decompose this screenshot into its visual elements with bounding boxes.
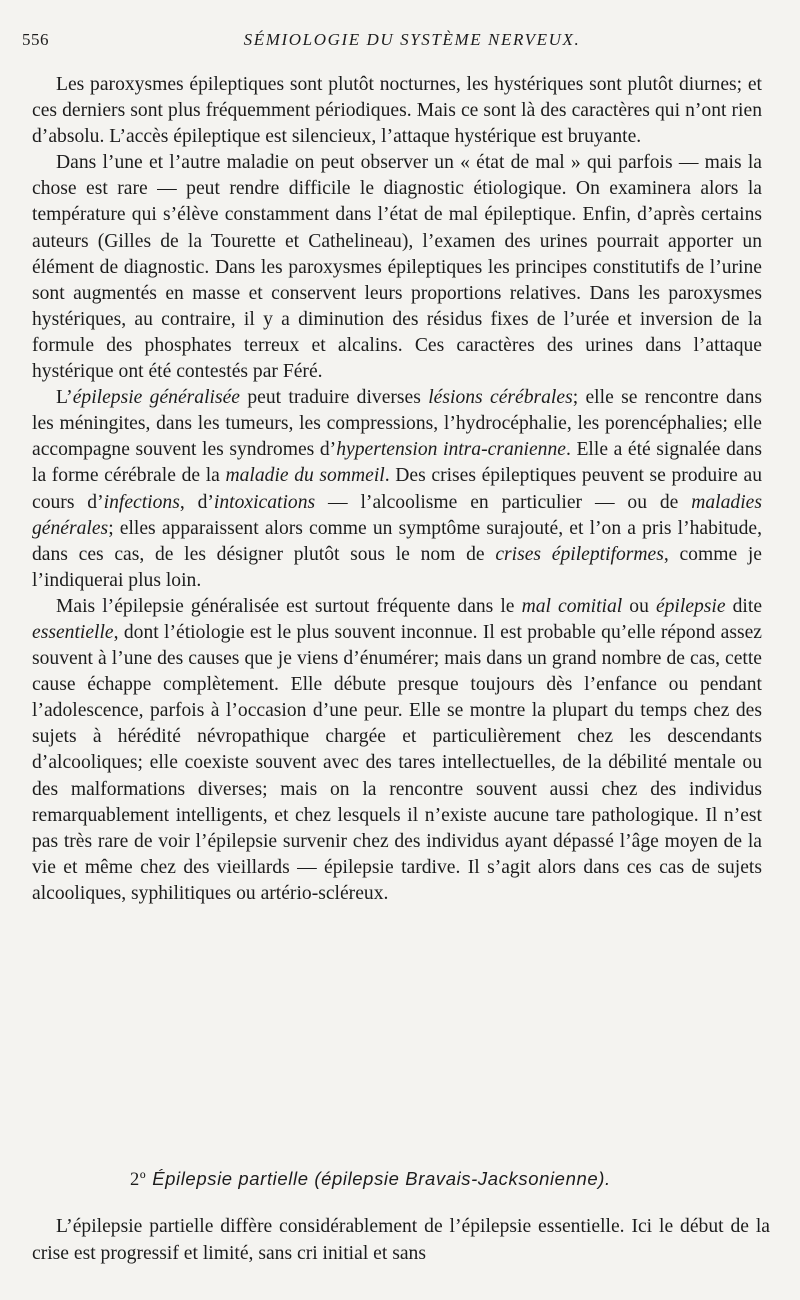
paragraph-etat-de-mal: Dans l’une et l’autre maladie on peut observer un « état de mal » qui parfois — mais la chose est rare — peut rendre difficile le diagnostic étiologique. On examinera alors la température qui s’élève constamment dans l’état de mal épileptique. Enfin, d’après certains auteurs (Gilles de la Tourette et Cathelineau), l’examen des urines pourrait apporter un élément de diagnostic. Dans les paroxysmes épileptiques les principes constitutifs de l’urine sont augmentés en masse et conservent leurs proportions relatives. Dans les paroxysmes hystériques, au contraire, il y a diminution des résidus fixes de l’urée et inversion de la formule des phosphates terreux et alcalins. Ces caractères des urines dans l’attaque hystérique ont été contestés par Féré. — [32, 152, 762, 383]
italic-term: crises épileptiformes — [495, 543, 664, 565]
italic-term: maladie du sommeil — [225, 465, 385, 487]
section-number: 2º — [130, 1170, 147, 1190]
paragraph-mal-comitial — [32, 594, 762, 907]
text-run: dite — [725, 595, 763, 617]
text-run: , d’ — [179, 491, 214, 513]
text-run: — l’alcoolisme en particulier — ou de — [315, 491, 692, 513]
text-run: , comme je l’indiquerai plus loin. — [32, 543, 763, 591]
paragraph-epilepsie-generalisee — [32, 385, 762, 594]
section-title: Épilepsie partielle (épilepsie Bravais-Jacksonienne). — [152, 1168, 611, 1189]
page-number: 556 — [22, 30, 49, 49]
italic-term: épilepsie généralisée — [72, 387, 240, 409]
italic-term: épilepsie — [655, 595, 726, 617]
text-run: . Elle a été signalée dans la forme cérébrale de la — [32, 439, 763, 487]
text-run: peut traduire diverses — [240, 387, 429, 409]
section-text — [32, 1214, 770, 1267]
italic-term: essentielle — [32, 621, 114, 643]
section-heading — [130, 1168, 690, 1191]
running-title: SÉMIOLOGIE DU SYSTÈME NERVEUX. — [243, 30, 581, 49]
page-header — [22, 30, 782, 56]
paragraph-epilepsie-partielle: L’épilepsie partielle diffère considérablement de l’épilepsie essentielle. Ici le début de la crise est progressif et limité, sans cri initial et sans — [32, 1216, 770, 1264]
text-run: L’ — [56, 387, 73, 409]
italic-term: mal comitial — [521, 595, 623, 617]
paragraph-paroxysmes: Les paroxysmes épileptiques sont plutôt nocturnes, les hystériques sont plutôt diurnes; et ces derniers sont plus fréquemment périodiques. Mais ce sont là des caractères qui n’ont rien d’absolu. L’accès épileptique est silencieux, l’attaque hystérique est bruyante. — [32, 74, 762, 148]
italic-term: maladies générales — [32, 491, 762, 539]
main-text — [32, 72, 762, 907]
italic-term: lésions cérébrales — [428, 387, 573, 409]
text-run: Mais l’épilepsie généralisée est surtout fréquente dans le — [56, 595, 522, 617]
text-run: , dont l’étiologie est le plus souvent inconnue. Il est probable qu’elle répond assez souvent à l’une des causes que je viens d’énumérer; mais dans un grand nombre de cas, cette cause échappe complètement. Elle débute presque toujours dès l’enfance ou pendant l’adolescence, parfois à l’occasion d’une peur. Elle se montre la plupart du temps chez des sujets à hérédité névropathique chargée et particulièrement chez les descendants d’alcooliques; elle coexiste souvent avec des tares intellectuelles, de la débilité mentale ou des malformations diverses; mais on la rencontre souvent aussi chez des individus remarquablement intelligents, et chez lesquels il n’existe aucune tare pathologique. Il n’est pas très rare de voir l’épilepsie survenir chez des individus ayant dépassé l’âge moyen de la vie et même chez des vieillards — épilepsie tardive. Il s’agit alors dans ces cas de sujets alcooliques, syphilitiques ou artério-scléreux. — [32, 621, 762, 904]
text-run: ou — [622, 595, 656, 617]
text-run: ; elle se rencontre dans les méningites, dans les tumeurs, les compressions, l’hydrocéphalie, les porencéphalies; elle accompagne souvent les syndromes d’ — [32, 387, 762, 461]
italic-term: intoxications — [213, 491, 316, 513]
italic-term: hypertension intra-cranienne — [336, 439, 566, 461]
text-run: ; elles apparaissent alors comme un symptôme surajouté, et l’on a pris l’habitude, dans ces cas, de les désigner plutôt sous le nom de — [32, 517, 762, 565]
italic-term: infections — [103, 491, 180, 513]
text-run: . Des crises épileptiques peuvent se produire au cours d’ — [32, 465, 763, 513]
